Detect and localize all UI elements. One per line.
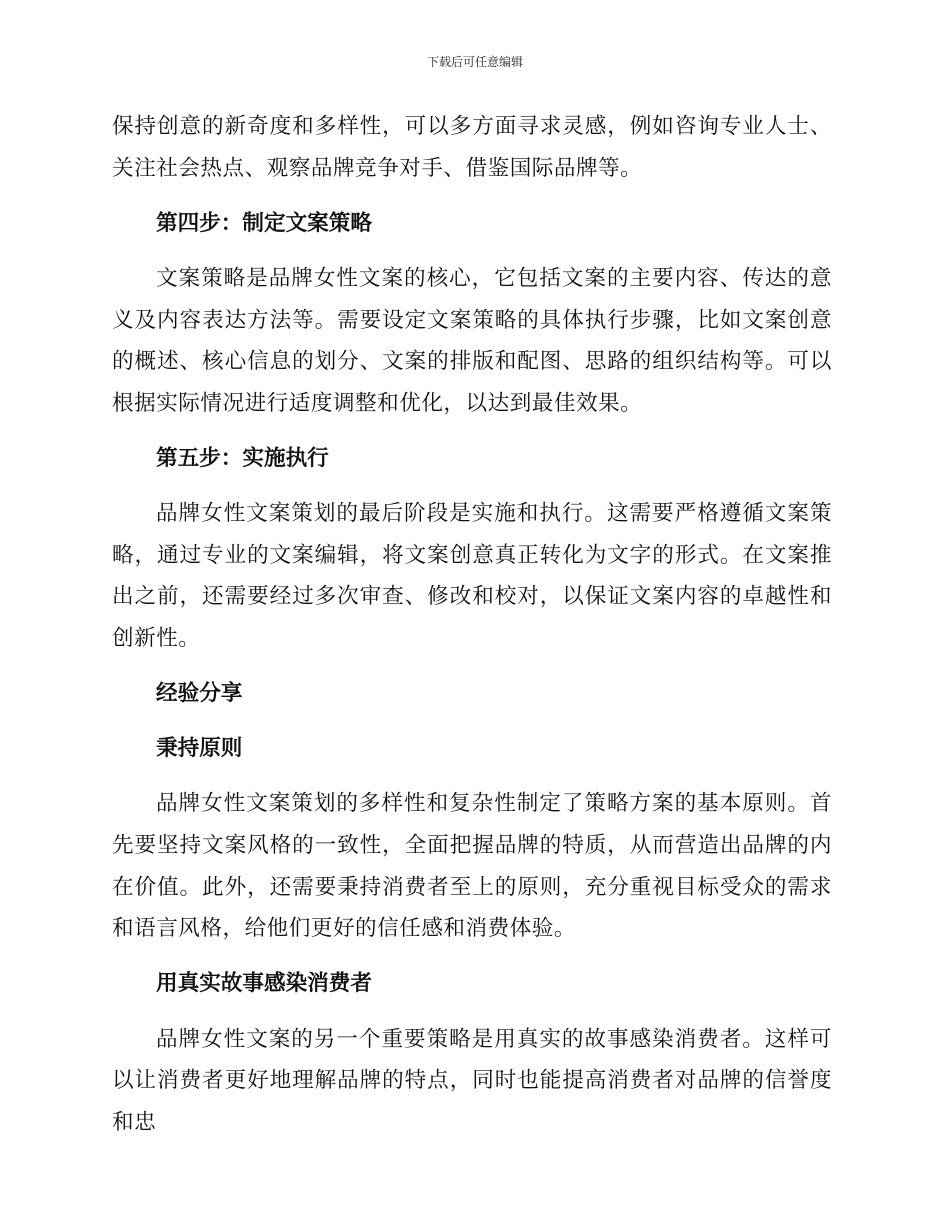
heading-principle: 秉持原则 <box>156 736 243 762</box>
heading-step-4: 第四步：制定文案策略 <box>156 210 372 236</box>
heading-story: 用真实故事感染消费者 <box>156 971 372 997</box>
heading-experience: 经验分享 <box>156 681 243 707</box>
page-header-note: 下载后可任意编辑 <box>426 55 523 69</box>
paragraph-intro: 保持创意的新奇度和多样性，可以多方面寻求灵感，例如咨询专业人士、关注社会热点、观察品牌竞争对手、借鉴国际品牌等。 <box>112 114 832 181</box>
paragraph-story: 品牌女性文案的另一个重要策略是用真实的故事感染消费者。这样可以让消费者更好地理解品牌的特点，同时也能提高消费者对品牌的信誉度和忠 <box>112 1026 832 1135</box>
paragraph-step-5: 品牌女性文案策划的最后阶段是实施和执行。这需要严格遵循文案策略，通过专业的文案编辑，将文案创意真正转化为文字的形式。在文案推出之前，还需要经过多次审查、修改和校对，以保证文案内容的卓越性和创新性。 <box>112 501 832 651</box>
paragraph-step-4: 文案策略是品牌女性文案的核心，它包括文案的主要内容、传达的意义及内容表达方法等。需要设定文案策略的具体执行步骤，比如文案创意的概述、核心信息的划分、文案的排版和配图、思路的组织结构等。可以根据实际情况进行适度调整和优化，以达到最佳效果。 <box>112 265 832 416</box>
document-body <box>112 106 832 1143</box>
heading-step-5: 第五步：实施执行 <box>156 445 329 471</box>
paragraph-principle: 品牌女性文案策划的多样性和复杂性制定了策略方案的基本原则。首先要坚持文案风格的一致性，全面把握品牌的特质，从而营造出品牌的内在价值。此外，还需要秉持消费者至上的原则，充分重视目标受众的需求和语言风格，给他们更好的信任感和消费体验。 <box>112 791 832 942</box>
